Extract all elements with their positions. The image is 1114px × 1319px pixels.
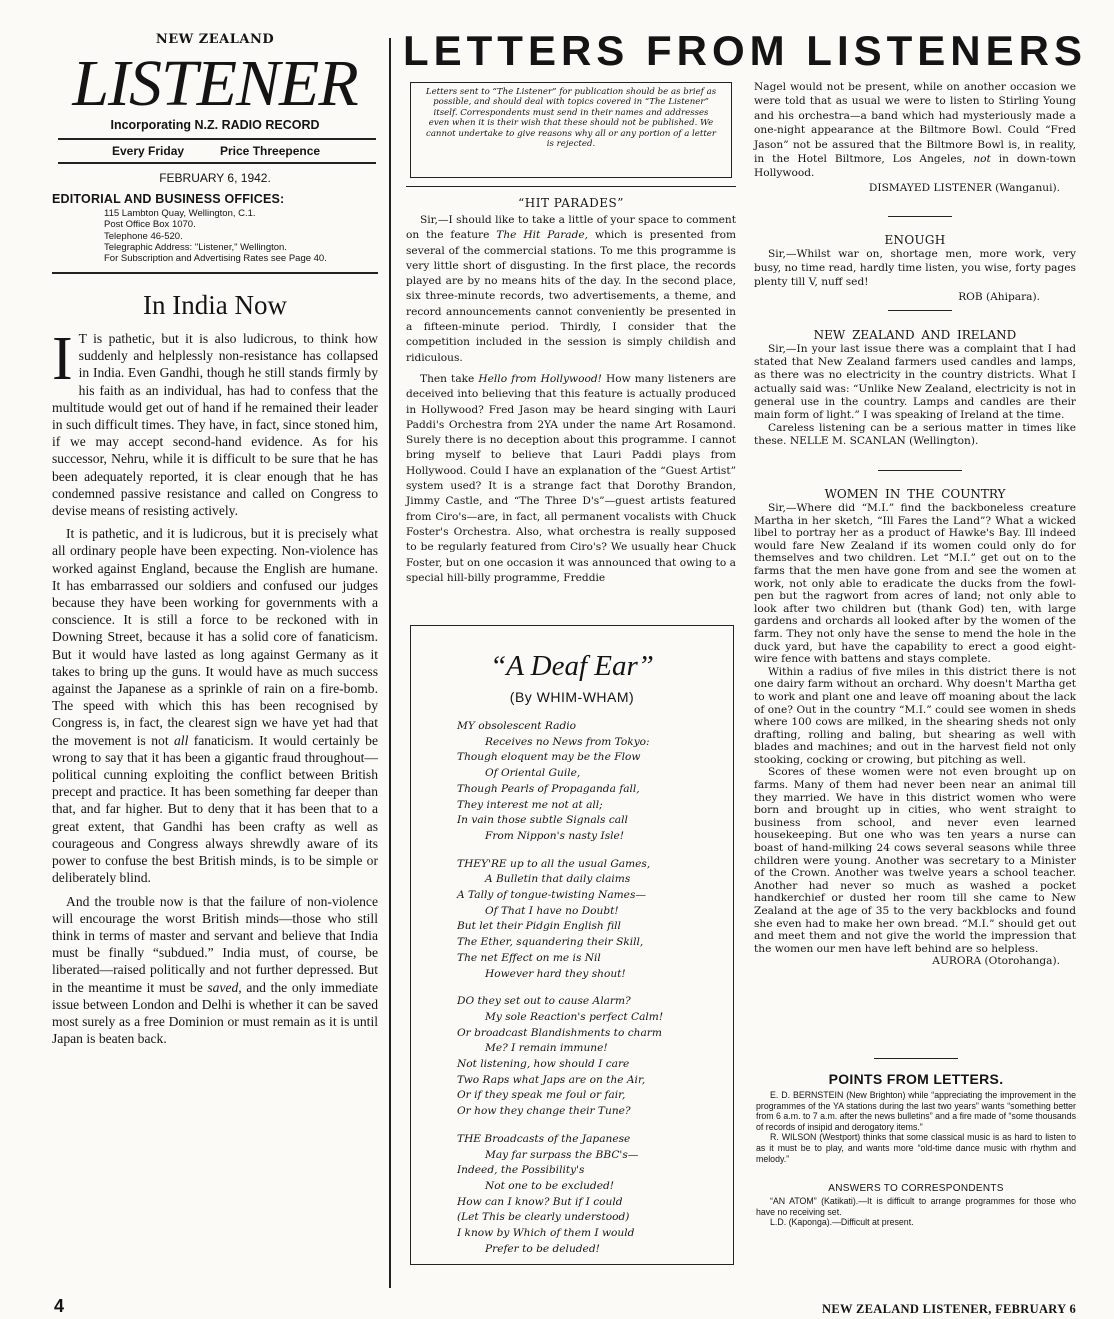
poem-title: “A Deaf Ear” xyxy=(490,650,654,682)
letter-paragraph: Sir,—I should like to take a little of your space to comment on the feature The Hit Parade, which is presented from several of the commercial stations. To me this programme is very little short of disgusting. In the first place, the records played are by no means hits of the day. In the second place, six three-minute records, two advertisements, a theme, and record announcements cannot conveniently be presented in a fifteen-minute period. Thirdly, I consider that the competition included in the session is simply childish and ridiculous. xyxy=(406,214,736,364)
column-divider xyxy=(389,38,391,1288)
section-title: LETTERS FROM LISTENERS xyxy=(402,27,1087,74)
women-heading: WOMEN IN THE COUNTRY xyxy=(824,487,1006,501)
editorial-paragraph: It is pathetic, and it is ludicrous, but it is precisely what all ordinary people have been expecting. Non-violence has worked against England, because the English are humane. It has embarrassed our soldiers and confused our judges because they have been working for governments with a conscience. It is still a force to be reckoned with in Downing Street, because it has a solid core of fanaticism. But it would have lasted as long against Germany as it takes to bring up the guns. It would have as much success against the Japanese as a sprinkle of rain on a fire-bomb. The speed with which this has been recognised by Congress is, in fact, the clearest sign we have yet had that the movement is not all fanaticism. It would certainly be wrong to say that it has been a gigantic fraud throughout—political cunning exploiting the conflict between British precept and practice. It has been something far deeper than that, and far higher. But to deny that it has been that to a great extent, that Gandhi has been crafty as well as courageous and Congress always shrewdly aware of its power to confuse the best British minds, is to be simple or deliberately blind. xyxy=(52,526,378,886)
masthead-incorporating: Incorporating N.Z. RADIO RECORD xyxy=(110,118,320,132)
points-heading: POINTS FROM LETTERS. xyxy=(828,1071,1004,1087)
divider xyxy=(874,1058,958,1059)
masthead-date: FEBRUARY 6, 1942. xyxy=(159,171,271,185)
editorial-dropcap: I xyxy=(52,325,73,393)
editorial-title: In India Now xyxy=(143,290,287,320)
poem-body xyxy=(457,719,733,1258)
offices-line: Telegraphic Address: "Listener," Wellington. xyxy=(104,241,287,253)
editorial-body xyxy=(52,325,378,1047)
letter-signature: DISMAYED LISTENER (Wanganui). xyxy=(868,181,1060,194)
divider xyxy=(888,216,952,217)
poem-stanza: THE Broadcasts of the Japanese May far surpass the BBC's— Indeed, the Possibility's Not one to be excluded! How can I know? But if I could (Let This be clearly understood) I know by Which of them I would Prefer to be deluded! xyxy=(457,1132,639,1255)
masthead-price: Price Threepence xyxy=(220,144,321,158)
enough-heading: ENOUGH xyxy=(884,233,946,247)
poem-stanza: MY obsolescent Radio Receives no News from Tokyo: Though eloquent may be the Flow Of Oriental Guile, Though Pearls of Propaganda fall, They interest me not at all; In vain those subtle Signals call From Nippon's nasty Isle! xyxy=(457,720,650,842)
points-body xyxy=(756,1090,1076,1164)
masthead-frequency: Every Friday xyxy=(112,144,185,158)
enough-body xyxy=(754,247,1076,304)
notice-box xyxy=(410,82,732,178)
nz-ireland-body xyxy=(754,343,1076,449)
editorial-paragraph: And the trouble now is that the failure of non-violence will encourage the worst British minds—those who still think in terms of master and servant and believe that India must be finally “subdued.” India must, of course, be liberated—raised politically and not further depressed. But in the meantime it must be saved, and the only immediate issue between London and Delhi is whether it can be saved most surely as a free Dominion or must remain as it is until Japan is beaten back. xyxy=(52,893,378,1047)
letter-paragraph: Sir,—Where did “M.I.” find the backboneless creature Martha in her sketch, “Ill Fares the Land”? What a wicked libel to portray her as a product of Hawke's Bay. Ill indeed would fare New Zealand if its women could only do for themselves and two children. Let “M.I.” get out on to the farms that the men have gone from and see the women at work, not only able to eradicate the ducks from the fowl-pen but the ragwort from acres of land; not only able to look after two children but (thank God) ten, with large gardens and orchards all looked after by the women of the farm. They not only have the sense to mend the hole in the duck yard, but have the capability to erect a good eight-wire fence with battens and stays complete. xyxy=(754,502,1076,666)
letter-paragraph: Careless listening can be a serious matter in times like these. NELLE M. SCANLAN (Wellington). xyxy=(754,422,1076,448)
answers-item: L.D. (Kaponga).—Difficult at present. xyxy=(770,1217,914,1228)
masthead-kicker: NEW ZEALAND xyxy=(155,32,275,47)
running-head: NEW ZEALAND LISTENER, FEBRUARY 6 xyxy=(822,1302,1076,1316)
answers-heading: ANSWERS TO CORRESPONDENTS xyxy=(828,1183,1004,1194)
masthead-rule-bottom xyxy=(52,272,378,274)
notice-rule xyxy=(406,186,736,187)
masthead-logo: LISTENER xyxy=(72,47,358,120)
masthead-rule-mid xyxy=(58,162,376,164)
letter-signature: ROB (Ahipara). xyxy=(958,290,1040,303)
hit-parades-heading: “HIT PARADES” xyxy=(518,196,624,210)
editorial-paragraph: I T is pathetic, but it is also ludicrous, to think how suddenly and helplessly non-resistance has collapsed in India. Even Gandhi, though he still stands firmly by his faith as an individual, has had to confess that the multitude would get out of hand if he remained their leader in such difficult times. They have, in fact, since stoned him, if we may accept second-hand evidence. As for his successor, Nehru, while it is difficult to be sure that he has been adequately reported, it is clear enough that he has condemned passive resistance and called on Congress to devise means of resisting actively. xyxy=(52,325,378,519)
letter-paragraph: Within a radius of five miles in this district there is not one dairy farm without an orchard. Why doesn't Martha get to work and plant one and leave off moaning about the lack of one? Out in the country “M.I.” could see women in sheds where 100 cows are milked, in the shearing sheds not only drafting, rolling and baling, but shearing as well with blades and machines; and out in the harvest field not only stooking, cocking or crowing, but pitching as well. xyxy=(754,665,1077,766)
divider xyxy=(878,470,962,471)
points-item: R. WILSON (Westport) thinks that some classical music is as hard to listen to as it must be to play, and wants more “old-time dance music with rhythm and melody.” xyxy=(756,1132,1076,1164)
divider xyxy=(888,310,952,311)
answers-item: “AN ATOM” (Katikati).—It is difficult to arrange programmes for those who have no receiving set. xyxy=(756,1196,1076,1217)
letter-paragraph: Nagel would not be present, while on another occasion we were told that as usual we were to listen to Stirling Young and his orchestra—a band which had mysteriously made a one-night appearance at the Biltmore Bowl. Could “Fred Jason” not be assured that the Biltmore Bowl is, in reality, in the Hotel Biltmore, Los Angeles, not in down-town Hollywood. xyxy=(754,81,1076,180)
letter-signature: AURORA (Otorohanga). xyxy=(932,955,1060,968)
answers-body xyxy=(756,1196,1076,1228)
poem-box xyxy=(410,625,734,1265)
masthead-rule-top xyxy=(58,138,376,140)
letter-paragraph: Sir,—Whilst war on, shortage men, more work, very busy, no time read, hardly time listen, you wise, forty pages plenty till V, nuff sed! xyxy=(754,248,1076,289)
hit-parades-body xyxy=(406,213,736,586)
poem-stanza: DO they set out to cause Alarm? My sole Reaction's perfect Calm! Or broadcast Blandishments to charm Me? I remain immune! Not listening, how should I care Two Raps what Japs are on the Air, Or if they speak me foul or fair, Or how they change their Tune? xyxy=(457,995,664,1118)
offices-list xyxy=(104,208,327,264)
letter-signature: NELLE M. SCANLAN (Wellington). xyxy=(789,435,979,448)
poem-byline: (By WHIM-WHAM) xyxy=(509,689,635,705)
offices-line: Post Office Box 1070. xyxy=(104,219,196,231)
offices-line: Telephone 46-520. xyxy=(104,230,183,242)
poem-stanza: THEY'RE up to all the usual Games, A Bulletin that daily claims A Tally of tongue-twisting Names— Of That I have no Doubt! But let their Pidgin English fill The Ether, squandering their Skill, The net Effect on me is Nil However hard they shout! xyxy=(457,857,651,980)
points-item: E. D. BERNSTEIN (New Brighton) while “appreciating the improvement in the programmes of the YA stations during the last two years” wants “something better from 6 a.m. to 7 a.m. after the news bulletins” and a fire made of “some thousands of records of insipid and derogatory items.” xyxy=(756,1090,1076,1132)
hit-parades-continued xyxy=(754,80,1076,195)
letter-paragraph: Then take Hello from Hollywood! How many listeners are deceived into believing that this feature is actually produced in Hollywood? Fred Jason may be heard singing with Lauri Paddi's Orchestra from 2YA under the name Art Rosamond. Surely there is no deception about this programme. I cannot bring myself to believe that Lauri Paddi plays from Hollywood. Could I have an explanation of the “Guest Artist” system used? It is a strange fact that Dorothy Brandon, Jimmy Castle, and “The Three D's”—guest artists featured from Ciro's—are, in fact, all permanent vocalists with Chuck Foster's Orchestra. Also, what orchestra is really supposed to be regularly featured from Ciro's? We usually hear Chuck Foster, but on one occasion it was announced that owing to a special hill-billy programme, Freddie xyxy=(406,372,737,584)
page-number: 4 xyxy=(54,1296,65,1316)
offices-heading: EDITORIAL AND BUSINESS OFFICES: xyxy=(52,192,285,206)
letter-paragraph: Scores of these women were not even brought up on farms. Many of them had never been near an animal till they married. We have in this district women who were born and brought up in cities, who went straight to business from school, and never even learned housekeeping. But one who was ten years a nurse can boast of hand-milking 24 cows several seasons while three children were young. Another was secretary to a Minister of the Crown. Another was twelve years a school teacher. Another had never so much as washed a pocket handkerchief or dusted her room till she came to New Zealand at the age of 35 to the very backblocks and found she even had to make her own bread. “M.I.” should get out and meet them and not give the world the impression that the women our men have left behind are so helpless. xyxy=(754,766,1076,955)
nz-ireland-heading: NEW ZEALAND AND IRELAND xyxy=(813,328,1017,342)
offices-line: 115 Lambton Quay, Wellington, C.1. xyxy=(104,208,256,219)
women-body xyxy=(754,502,1076,968)
offices-line: For Subscription and Advertising Rates see Page 40. xyxy=(104,253,327,265)
notice-text: Letters sent to “The Listener” for publication should be as brief as possible, and should deal with topics covered in “The Listener” itself. Correspondents must send in their names and addresses even when it is their wish that these should not be published. We cannot undertake to give reasons why all or any portion of a letter is rejected. xyxy=(425,87,717,150)
letter-paragraph: Sir,—In your last issue there was a complaint that I had stated that New Zealand farmers used candles and lamps, as there was no electricity in the country districts. What I actually said was: “Unlike New Zealand, electricity is not in general use in the country. Lamps and candles are their main form of light.” I was speaking of Ireland at the time. xyxy=(754,343,1076,422)
